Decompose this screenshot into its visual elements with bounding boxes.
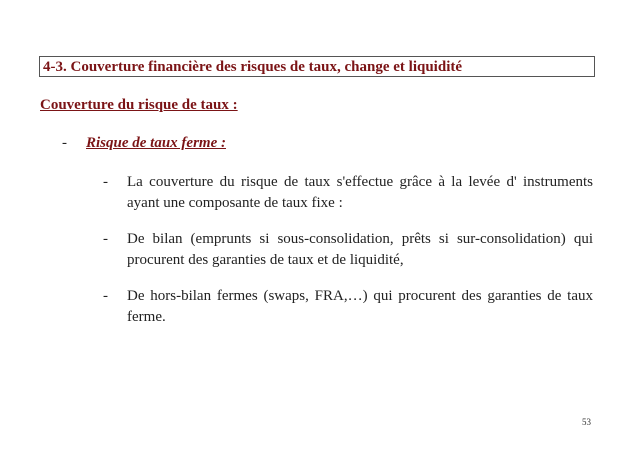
bullet-text: De hors-bilan fermes (swaps, FRA,…) qui procurent des garanties de taux ferme. [127, 288, 593, 325]
bullet-list [103, 172, 593, 343]
section-heading: Couverture du risque de taux : [40, 97, 238, 113]
slide-title: 4-3. Couverture financière des risques de taux, change et liquidité [43, 59, 463, 75]
page-number: 53 [582, 417, 591, 427]
list-item [103, 229, 593, 271]
subsection-item [62, 134, 226, 152]
list-item [103, 286, 593, 328]
subsection-dash: - [62, 135, 67, 151]
bullet-text: La couverture du risque de taux s'effectue grâce à la levée d' instruments ayant une composante de taux fixe : [127, 174, 593, 211]
header-box [39, 56, 595, 77]
bullet-dash: - [103, 174, 108, 190]
bullet-dash: - [103, 288, 108, 304]
subsection-label: Risque de taux ferme : [86, 135, 226, 151]
list-item [103, 172, 593, 214]
bullet-dash: - [103, 231, 108, 247]
bullet-text: De bilan (emprunts si sous-consolidation, prêts si sur-consolidation) qui procurent des garanties de taux et de liquidité, [127, 231, 593, 268]
